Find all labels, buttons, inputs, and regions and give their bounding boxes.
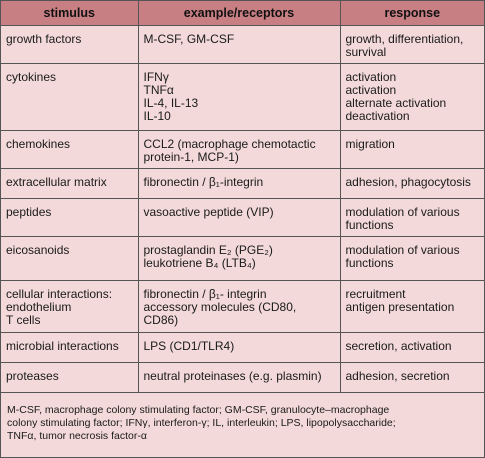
- cell-example: [138, 26, 340, 64]
- header-row: [1, 1, 484, 26]
- example-line: TNFα: [143, 83, 174, 97]
- table-row: [1, 131, 484, 169]
- cell-response: [340, 363, 484, 393]
- cell-example: [138, 199, 340, 237]
- footnote-line: M-CSF, macrophage colony stimulating factor; GM-CSF, granulocyte–macrophage: [7, 404, 390, 416]
- cell-example: [138, 363, 340, 393]
- cell-stimulus: [1, 363, 138, 393]
- stimulus-line: peptides: [6, 205, 52, 219]
- table-row: [1, 26, 484, 64]
- cell-response: [340, 333, 484, 363]
- example-line: M-CSF, GM-CSF: [143, 32, 235, 46]
- example-line: IFNγ: [143, 70, 169, 84]
- cell-stimulus: [1, 199, 138, 237]
- cell-response: [340, 199, 484, 237]
- stimulus-line: proteases: [6, 369, 59, 383]
- cell-stimulus: [1, 237, 138, 281]
- stimulus-line: extracellular matrix: [6, 175, 107, 189]
- stimulus-line: microbial interactions: [6, 339, 119, 353]
- cell-example: [138, 169, 340, 199]
- example-line: fibronectin / β₁- integrin: [143, 287, 267, 301]
- cell-response: [340, 131, 484, 169]
- table-row: [1, 333, 484, 363]
- response-line: antigen presentation: [345, 300, 455, 314]
- response-line: adhesion, secretion: [345, 369, 450, 383]
- response-line: adhesion, phagocytosis: [345, 175, 471, 189]
- response-line: activation: [345, 83, 397, 97]
- table-row: [1, 363, 484, 393]
- example-line: fibronectin / β₁-integrin: [143, 175, 264, 189]
- cell-example: [138, 64, 340, 131]
- example-line: accessory molecules (CD80,: [143, 300, 297, 314]
- response-line: deactivation: [345, 109, 410, 123]
- cell-response: [340, 281, 484, 333]
- example-line: CCL2 (macrophage chemotactic: [143, 137, 316, 151]
- stimulus-line: eicosanoids: [6, 243, 70, 257]
- response-line: secretion, activation: [345, 339, 452, 353]
- header-stimulus: stimulus: [1, 1, 138, 26]
- cell-stimulus: [1, 26, 138, 64]
- cell-stimulus: [1, 131, 138, 169]
- example-line: IL-10: [143, 109, 171, 123]
- response-line: modulation of various: [345, 243, 460, 257]
- cell-example: [138, 281, 340, 333]
- response-line: modulation of various: [345, 205, 460, 219]
- cell-stimulus: [1, 281, 138, 333]
- table-row: [1, 169, 484, 199]
- cell-example: [138, 237, 340, 281]
- response-line: functions: [345, 218, 394, 232]
- cell-response: [340, 169, 484, 199]
- response-line: activation: [345, 70, 397, 84]
- response-line: alternate activation: [345, 96, 447, 110]
- stimulus-line: T cells: [6, 313, 41, 327]
- stimulus-line: endothelium: [6, 300, 72, 314]
- cell-example: [138, 333, 340, 363]
- cell-stimulus: [1, 169, 138, 199]
- header-response: response: [340, 1, 484, 26]
- example-line: neutral proteinases (e.g. plasmin): [143, 369, 322, 383]
- cell-response: [340, 64, 484, 131]
- response-line: growth, differentiation,: [345, 32, 464, 46]
- response-line: survival: [345, 45, 387, 59]
- example-line: IL-4, IL-13: [143, 96, 199, 110]
- response-line: functions: [345, 256, 394, 270]
- example-line: protein-1, MCP-1): [143, 150, 239, 164]
- example-line: LPS (CD1/TLR4): [143, 339, 235, 353]
- stimulus-line: chemokines: [6, 137, 71, 151]
- example-line: CD86): [143, 313, 179, 327]
- table-row: [1, 64, 484, 131]
- stimulus-table: [1, 1, 484, 393]
- cell-example: [138, 131, 340, 169]
- example-line: leukotriene B₄ (LTB₄): [143, 256, 256, 270]
- footnote-line: colony stimulating factor; IFNγ, interferon-γ; IL, interleukin; LPS, lipopolysaccharide;: [7, 417, 396, 429]
- cell-stimulus: [1, 333, 138, 363]
- stimulus-line: cellular interactions:: [6, 287, 113, 301]
- table-row: [1, 237, 484, 281]
- cell-stimulus: [1, 64, 138, 131]
- footnote-line: TNFα, tumor necrosis factor-α: [7, 430, 147, 442]
- footnote: [7, 404, 477, 443]
- table-row: [1, 199, 484, 237]
- response-line: recruitment: [345, 287, 406, 301]
- example-line: prostaglandin E₂ (PGE₂): [143, 243, 273, 257]
- cell-response: [340, 237, 484, 281]
- cell-response: [340, 26, 484, 64]
- example-line: vasoactive peptide (VIP): [143, 205, 274, 219]
- header-example: example/receptors: [138, 1, 340, 26]
- response-line: migration: [345, 137, 395, 151]
- table-row: [1, 281, 484, 333]
- stimulus-line: growth factors: [6, 32, 82, 46]
- stimulus-line: cytokines: [6, 70, 57, 84]
